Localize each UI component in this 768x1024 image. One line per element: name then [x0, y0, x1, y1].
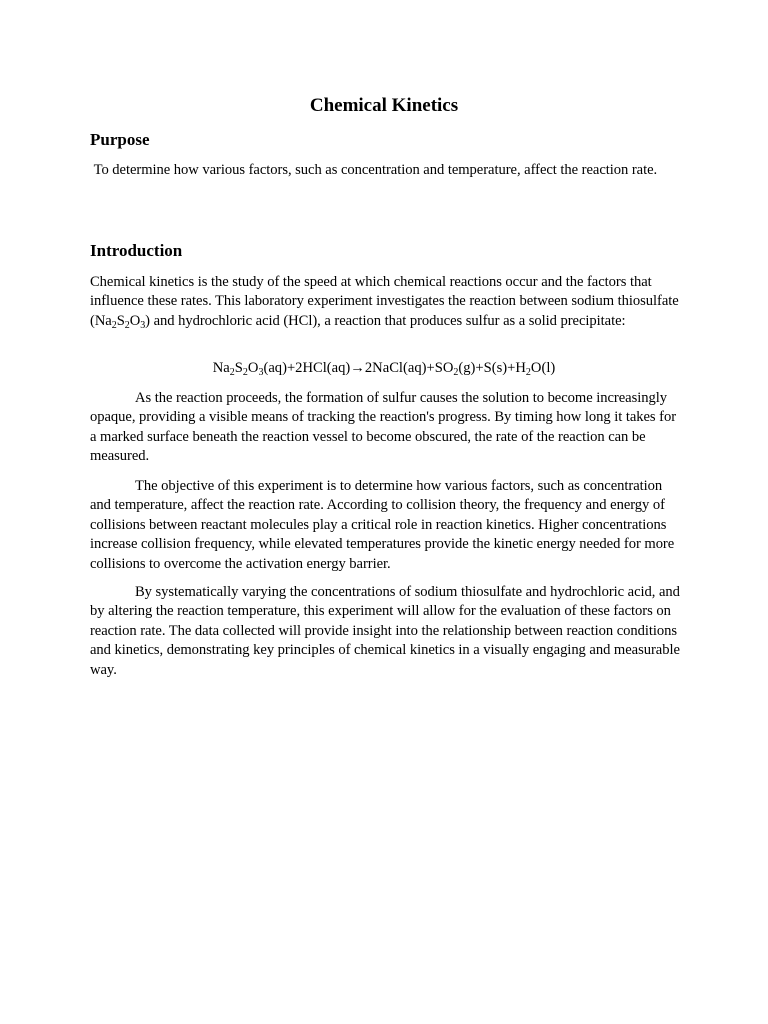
equation-part: S: [234, 360, 243, 376]
intro-p1-before: Chemical kinetics is the study of the speed at which chemical reactions occur and the factors that influence these rates. This laboratory experiment investigates the reaction between sodium thiosulfate (: [90, 274, 679, 329]
formula-subscript: 2: [124, 319, 130, 331]
equation-part: (aq)+2HCl(aq)→2NaCl(aq)+SO: [263, 360, 454, 376]
equation-subscript: 2: [242, 367, 248, 378]
document-title: Chemical Kinetics: [309, 95, 459, 116]
introduction-paragraph-4: By systematically varying the concentrations of sodium thiosulfate and hydrochloric acid, and by altering the reaction temperature, this experiment will allow for the evaluation of these factors on reaction rate. The data collected will provide insight into the relationship between reaction conditions and kinetics, demonstrating key principles of chemical kinetics in a visually engaging and measurable way.: [90, 584, 680, 678]
chemical-equation: [0, 359, 768, 378]
intro-p1-after: ) and hydrochloric acid (HCl), a reaction that produces sulfur as a solid precipitate:: [145, 312, 626, 329]
equation-part: O(l): [530, 360, 556, 376]
introduction-paragraph-3: The objective of this experiment is to determine how various factors, such as concentration and temperature, affect the reaction rate. According to collision theory, the frequency and energy of collisions between reactant molecules play a critical role in reaction kinetics. Higher concentrations increase collision frequency, while elevated temperatures provide the kinetic energy needed for more collisions to overcome the activation energy barrier.: [90, 478, 675, 572]
formula-part: Na: [94, 312, 112, 329]
introduction-paragraph-2: As the reaction proceeds, the formation of sulfur causes the solution to become increasingly opaque, providing a visible means of tracking the reaction's progress. By timing how long it takes for a marked surface beneath the reaction vessel to become obscured, the rate of the reaction can be measured.: [90, 390, 677, 465]
introduction-paragraph-1: [90, 273, 682, 331]
equation-subscript: 3: [258, 367, 264, 378]
thiosulfate-formula: [95, 313, 145, 329]
equation-part: Na: [212, 360, 230, 376]
formula-part: S: [116, 312, 125, 329]
equation-subscript: 2: [525, 367, 531, 378]
formula-part: O: [129, 312, 141, 329]
formula-subscript: 2: [111, 319, 117, 331]
purpose-heading: Purpose: [90, 130, 150, 149]
equation-subscript: 2: [229, 367, 235, 378]
equation-part: O: [247, 360, 259, 376]
equation-subscript: 2: [453, 367, 459, 378]
purpose-text: To determine how various factors, such as concentration and temperature, affect the reaction rate.: [90, 162, 658, 178]
formula-subscript: 3: [140, 319, 146, 331]
equation-part: (g)+S(s)+H: [458, 360, 526, 376]
introduction-heading: Introduction: [90, 241, 183, 260]
